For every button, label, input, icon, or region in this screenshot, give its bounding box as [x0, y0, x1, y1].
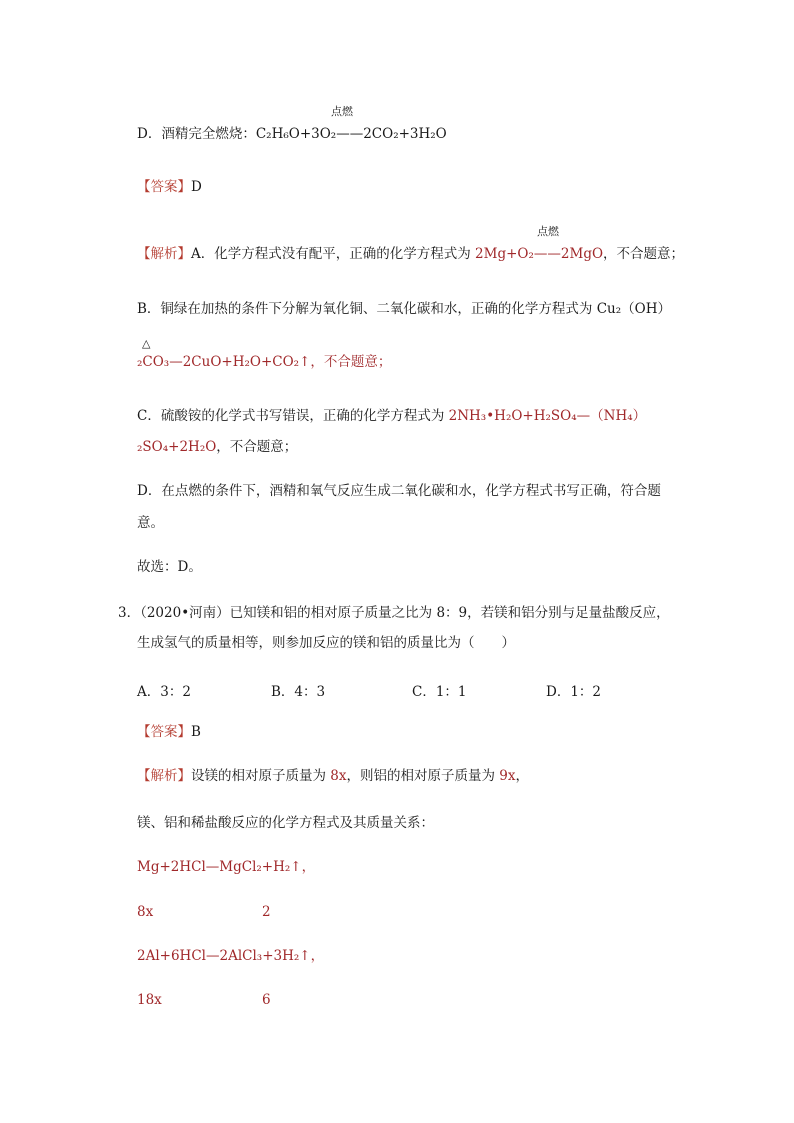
equation-mg: Mg+2HCl—MgCl₂+H₂↑， [137, 859, 316, 875]
analysis-d-line-1: D．在点燃的条件下，酒精和氧气反应生成二氧化碳和水，化学方程式书写正确，符合题 [137, 483, 661, 499]
analysis-3-v2: 9x [499, 768, 516, 784]
analysis-b-line-1: B．铜绿在加热的条件下分解为氧化铜、二氧化碳和水，正确的化学方程式为 Cu₂（OH） [137, 301, 671, 317]
combustion-condition: 点燃 [331, 105, 353, 118]
equation-al: 2Al+6HCl—2AlCl₃+3H₂↑， [137, 948, 325, 964]
mg-condition: 点燃 [537, 225, 559, 238]
analysis-a-eq-arrow: —— [533, 246, 561, 262]
analysis-a-eq-left: 2Mg+O₂ [475, 246, 534, 262]
analysis-3-line-1 [137, 767, 529, 785]
analysis-tag: 【解析】 [137, 246, 191, 262]
analysis-d-line-2: 意。 [137, 515, 164, 531]
d-option-eq-arrow: —— [336, 126, 364, 142]
analysis-b-tail: ，不合题意； [310, 354, 392, 370]
analysis-3-v1: 8x [330, 768, 347, 784]
analysis-a-tail: ，不合题意； [603, 246, 685, 262]
d-option-line [137, 125, 447, 143]
d-option-eq-left: C₂H₆O+3O₂ [255, 126, 337, 142]
answer-3-tag: 【答案】 [137, 724, 191, 740]
mass-al-left: 18x [137, 992, 162, 1008]
analysis-c-eq-2: ₂SO₄+2H₂O [137, 439, 217, 455]
analysis-a-text: A．化学方程式没有配平，正确的化学方程式为 [191, 246, 476, 262]
answer-3 [137, 723, 201, 741]
analysis-3-tag: 【解析】 [137, 768, 191, 784]
analysis-3-text-3: ， [515, 768, 529, 784]
analysis-3-text-1: 设镁的相对原子质量为 [191, 768, 331, 784]
mass-al-right: 6 [262, 992, 271, 1008]
analysis-c-tail: ，不合题意； [216, 439, 298, 455]
analysis-3-intro: 镁、铝和稀盐酸反应的化学方程式及其质量关系： [137, 815, 434, 831]
answer-tag: 【答案】 [137, 179, 191, 195]
answer-1 [137, 178, 202, 196]
analysis-a-eq-right: 2MgO [560, 246, 604, 262]
analysis-c-line-2 [137, 438, 297, 456]
option-c: C．1：1 [412, 684, 467, 700]
heat-condition: △ [142, 337, 151, 350]
conclusion: 故选：D。 [137, 559, 202, 575]
mass-mg-left: 8x [137, 904, 154, 920]
analysis-c-line-1 [137, 407, 646, 425]
answer-3-value: B [191, 724, 201, 740]
analysis-b-line-2 [137, 353, 391, 371]
option-a: A．3：2 [137, 684, 191, 700]
analysis-a-line [137, 245, 684, 263]
d-option-eq-right: 2CO₂+3H₂O [363, 126, 447, 142]
question-3-line-2: 生成氢气的质量相等，则参加反应的镁和铝的质量比为（ ） [137, 635, 515, 651]
analysis-b-eq: ₂CO₃—2CuO+H₂O+CO₂↑ [137, 354, 311, 370]
analysis-3-text-2: ，则铝的相对原子质量为 [346, 768, 500, 784]
option-d: D．1：2 [546, 684, 602, 700]
analysis-c-text: C．硫酸铵的化学式书写错误，正确的化学方程式为 [137, 408, 449, 424]
analysis-c-eq: 2NH₃•H₂O+H₂SO₄—（NH₄） [448, 408, 647, 424]
d-option-label: D．酒精完全燃烧： [137, 126, 256, 142]
option-b: B．4：3 [271, 684, 326, 700]
question-3-line-1: 3．（2020•河南）已知镁和铝的相对原子质量之比为 8：9，若镁和铝分别与足量盐酸反应， [118, 605, 670, 621]
mass-mg-right: 2 [262, 904, 271, 920]
answer-value: D [191, 179, 202, 195]
